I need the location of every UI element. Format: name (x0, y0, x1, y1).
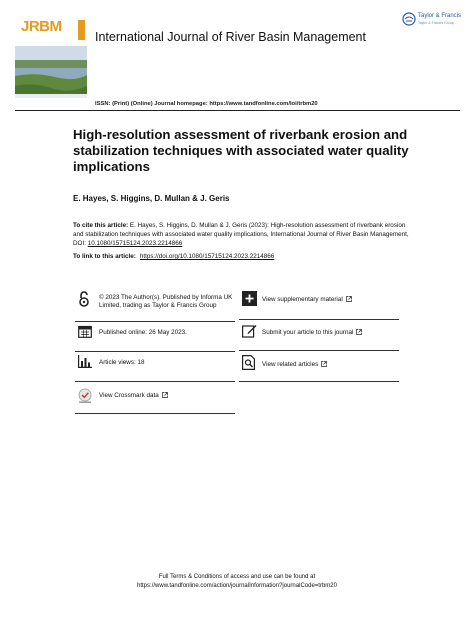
external-link-icon (321, 361, 327, 367)
journal-logo: JRBM (21, 18, 62, 35)
citation-doi-link[interactable]: 10.1080/15715124.2023.2214866 (87, 240, 183, 247)
article-link-block (73, 253, 274, 260)
citation-label: To cite this article: (73, 222, 129, 229)
published-date-row (75, 322, 235, 352)
terms-text: Full Terms & Conditions of access and use can be found at (158, 574, 316, 580)
external-link-icon (356, 329, 362, 335)
supplementary-label: View supplementary material (262, 296, 343, 303)
published-date-text: Published online: 26 May 2023. (99, 329, 187, 336)
plus-icon (242, 291, 257, 306)
citation-text: E. Hayes, S. Higgins, D. Mullan & J. Geris (2023): High-resolution assessment of riverbank erosion and stabilization techniques with associated water quality implications, International Journal of River Basin Management, DOI: (73, 222, 409, 247)
pencil-icon (242, 324, 257, 338)
publisher-logo-icon (402, 12, 416, 26)
journal-cover[interactable] (15, 12, 87, 98)
crossmark-label: View Crossmark data (99, 392, 159, 399)
row-divider (239, 381, 399, 382)
row-divider (75, 413, 235, 414)
supplementary-material-link[interactable] (239, 290, 399, 320)
external-link-icon (346, 296, 352, 302)
external-link-icon (162, 392, 168, 398)
logo-tab-decoration (78, 20, 85, 40)
link-label: To link to this article: (73, 253, 136, 260)
publisher-name: Taylor & Francis (418, 13, 462, 19)
article-views-text: Article views: 18 (99, 359, 145, 366)
terms-footer (80, 573, 394, 590)
publisher-logo[interactable] (402, 12, 464, 32)
citation-block (73, 221, 413, 248)
issn-homepage-line[interactable]: ISSN: (Print) (Online) Journal homepage: https://www.tandfonline.com/loi/trbm20 (95, 101, 318, 107)
article-authors: E. Hayes, S. Higgins, D. Mullan & J. Geris (73, 194, 230, 203)
calendar-icon (78, 325, 92, 338)
crossmark-text (99, 392, 168, 400)
open-access-lock-icon (78, 291, 90, 307)
open-access-text: © 2023 The Author(s). Published by Informa UK Limited, trading as Taylor & Francis Group (99, 294, 233, 309)
submit-article-label: Submit your article to this journal (262, 329, 354, 336)
related-articles-text (262, 361, 327, 369)
related-articles-link[interactable] (239, 351, 399, 382)
journal-title[interactable]: International Journal of River Basin Management (95, 30, 366, 44)
submit-article-text (262, 329, 362, 337)
related-articles-label: View related articles (262, 361, 319, 368)
open-access-statement (75, 290, 235, 322)
document-search-icon (242, 355, 256, 370)
header-divider (15, 110, 460, 111)
submit-article-link[interactable] (239, 320, 399, 351)
bar-chart-icon (78, 355, 92, 368)
publisher-subname: Taylor & Francis Group (418, 21, 454, 25)
supplementary-text (262, 296, 352, 304)
article-doi-link[interactable]: https://doi.org/10.1080/15715124.2023.2214866 (139, 253, 275, 260)
terms-link[interactable]: https://www.tandfonline.com/action/journalInformation?journalCode=trbm20 (137, 582, 337, 589)
cover-photo (15, 46, 87, 98)
article-views-row (75, 352, 235, 382)
crossmark-icon (78, 388, 92, 404)
crossmark-link[interactable] (75, 382, 235, 414)
article-title: High-resolution assessment of riverbank erosion and stabilization techniques with associated water quality implications (73, 127, 409, 174)
